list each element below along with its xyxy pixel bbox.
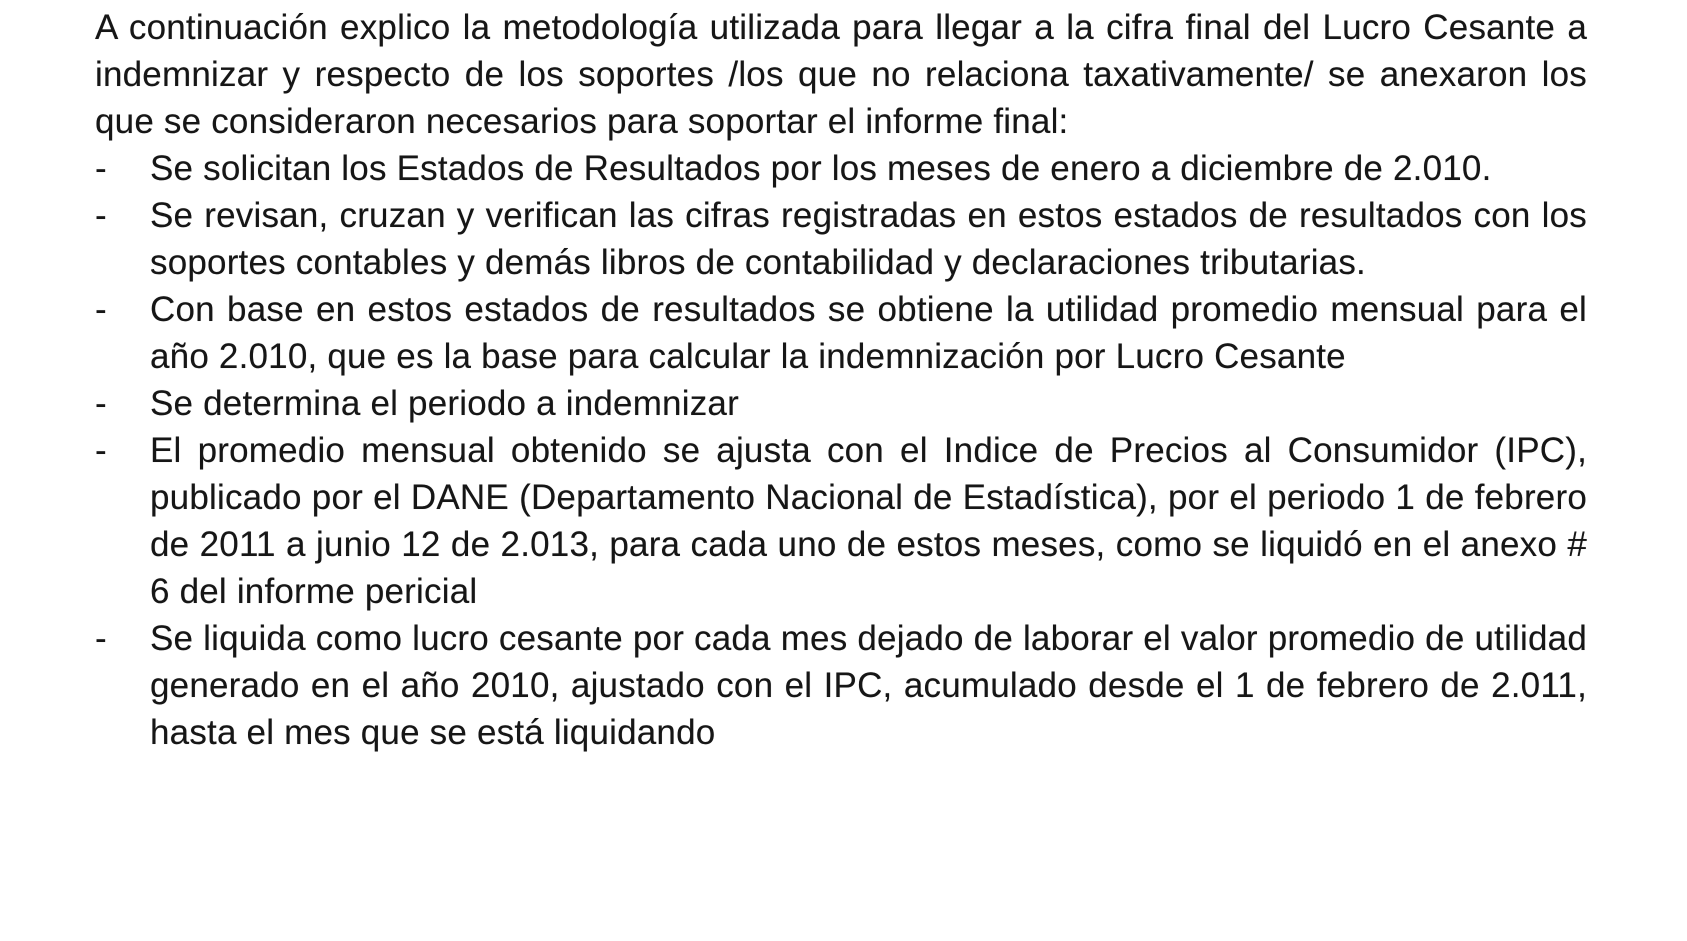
- list-item: [95, 615, 1587, 756]
- bullet-dash: -: [95, 290, 107, 329]
- bullet-dash: -: [95, 431, 107, 470]
- intro-paragraph: A continuación explico la metodología utilizada para llegar a la cifra final del Lucro Cesante a indemnizar y respecto de los soportes /los que no relaciona taxativamente/ se anexaron los que se consideraron necesarios para soportar el informe final:: [95, 8, 1587, 141]
- bullet-text: Se liquida como lucro cesante por cada mes dejado de laborar el valor promedio de utilidad generado en el año 2010, ajustado con el IPC, acumulado desde el 1 de febrero de 2.011, hasta el mes que se está liquidando: [150, 619, 1587, 752]
- bullet-text: Se revisan, cruzan y verifican las cifras registradas en estos estados de resultados con los soportes contables y demás libros de contabilidad y declaraciones tributarias.: [150, 196, 1587, 282]
- methodology-bullet-list: [95, 145, 1587, 756]
- list-item: [95, 380, 1587, 427]
- bullet-text: Con base en estos estados de resultados se obtiene la utilidad promedio mensual para el año 2.010, que es la base para calcular la indemnización por Lucro Cesante: [150, 290, 1587, 376]
- list-item: [95, 427, 1587, 615]
- bullet-dash: -: [95, 196, 107, 235]
- list-item: [95, 192, 1587, 286]
- list-item: [95, 145, 1587, 192]
- bullet-text: El promedio mensual obtenido se ajusta con el Indice de Precios al Consumidor (IPC), publicado por el DANE (Departamento Nacional de Estadística), por el periodo 1 de febrero de 2011 a junio 12 de 2.013, para cada uno de estos meses, como se liquidó en el anexo # 6 del informe pericial: [150, 431, 1587, 611]
- list-item: [95, 286, 1587, 380]
- bullet-text: Se determina el periodo a indemnizar: [150, 384, 739, 423]
- bullet-dash: -: [95, 384, 107, 423]
- bullet-dash: -: [95, 619, 107, 658]
- bullet-dash: -: [95, 149, 107, 188]
- bullet-text: Se solicitan los Estados de Resultados por los meses de enero a diciembre de 2.010.: [150, 149, 1492, 188]
